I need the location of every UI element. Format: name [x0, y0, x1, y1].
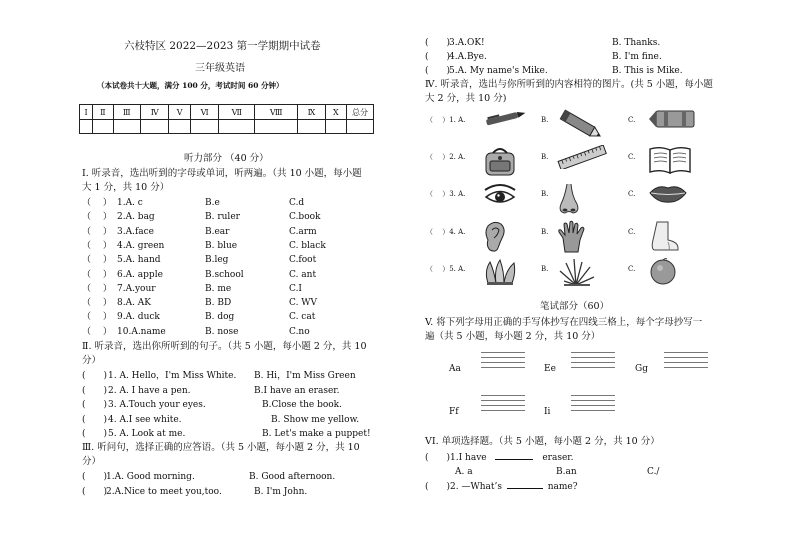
- score-cell[interactable]: [347, 120, 374, 134]
- option-c-label: C.: [628, 228, 636, 236]
- option-c: C.d: [289, 198, 305, 208]
- option-b-label: B.: [541, 116, 549, 124]
- option-b: B. dog: [205, 312, 235, 323]
- section-2-title: Ⅱ. 听录音，选出你所听到的句子。（共 5 小题，每小题 2 分，共 10: [82, 341, 367, 352]
- score-cell[interactable]: [298, 120, 326, 134]
- option-a: 4.A. green: [117, 240, 165, 251]
- option-a: 3. A.Touch your eyes.: [108, 400, 206, 410]
- option-b: B. Let's make a puppet!: [262, 429, 371, 439]
- section-1-title: Ⅰ. 听录音，选出听到的字母或单词，听两遍。（共 10 小题，每小题: [82, 168, 362, 179]
- option-b-label: B.: [541, 228, 549, 236]
- option-c: C.arm: [289, 226, 317, 237]
- score-cell[interactable]: [219, 120, 255, 134]
- answer-paren[interactable]: ( ): [82, 414, 108, 425]
- section-3-title: Ⅲ. 听问句，选择正确的应答语。（共 5 小题，每小题 2 分，共 10: [82, 442, 360, 453]
- hand-icon: [556, 220, 590, 257]
- option-c: C.I: [289, 283, 302, 294]
- option-a: 3.A.face: [117, 226, 155, 237]
- answer-paren[interactable]: （ ）: [82, 283, 112, 294]
- letter-aa: Aa: [449, 364, 461, 374]
- four-line-grid[interactable]: [481, 352, 525, 372]
- answer-paren[interactable]: ( ): [425, 52, 451, 62]
- option-a: 5.A. hand: [117, 255, 161, 266]
- score-header-cell: Ⅳ: [141, 105, 169, 120]
- score-header-cell: Ⅸ: [298, 105, 326, 120]
- answer-blank-6-2[interactable]: [507, 488, 543, 489]
- pencil-icon: [556, 108, 606, 145]
- answer-paren[interactable]: （ ）: [82, 269, 112, 280]
- option-a: 9.A. duck: [117, 312, 160, 323]
- option-b: B. I'm fine.: [612, 52, 662, 62]
- answer-paren[interactable]: ( ): [425, 66, 451, 76]
- option-c: C. WV: [289, 298, 318, 309]
- listening-heading: 听力部分 （40 分）: [184, 153, 269, 164]
- letter-ii: Ii: [544, 407, 551, 417]
- score-cell[interactable]: [113, 120, 141, 134]
- picture-question-label: （ ）5. A.: [426, 265, 466, 273]
- exam-subject: 三年级英语: [195, 63, 245, 74]
- ear-icon: [482, 220, 508, 257]
- section-4-title2: 大 2 分，共 10 分): [425, 93, 507, 104]
- option-c: C.no: [289, 326, 310, 337]
- option-b: B. ruler: [205, 212, 240, 223]
- option-c: C. cat: [289, 312, 316, 323]
- option-b: B.e: [205, 198, 220, 208]
- letter-gg: Gg: [635, 364, 648, 374]
- option-b: B.ear: [205, 226, 230, 237]
- option-b-label: B.: [541, 153, 549, 161]
- option-b: B.leg: [205, 255, 229, 266]
- question-6-2-stem: ( )2. —What’s: [425, 482, 502, 492]
- writing-heading: 笔试部分（60）: [540, 301, 610, 312]
- score-header-cell: Ⅱ: [93, 105, 113, 120]
- option-a: 2.A.Nice to meet you,too.: [106, 486, 222, 497]
- eye-icon: [482, 182, 518, 211]
- score-header-cell: Ⅲ: [113, 105, 141, 120]
- answer-paren[interactable]: （ ）: [82, 226, 112, 237]
- option-b: B. Hi，I'm Miss Green: [254, 371, 356, 381]
- answer-paren[interactable]: ( ): [82, 371, 108, 381]
- option-c-label: C.: [628, 190, 636, 198]
- picture-question-label: （ ）2. A.: [426, 153, 466, 161]
- option-b-label: B.: [541, 190, 549, 198]
- orange-icon: [648, 257, 678, 290]
- option-a: 5.A. My name's Mike.: [449, 66, 548, 76]
- answer-paren[interactable]: （ ）: [82, 298, 112, 309]
- four-line-grid[interactable]: [571, 395, 615, 415]
- option-c: C.foot: [289, 255, 317, 266]
- option-a: 2.A. bag: [117, 212, 155, 223]
- question-6-1-stem: ( )1.I have: [425, 453, 487, 463]
- score-cell[interactable]: [325, 120, 346, 134]
- option-b: B. I'm John.: [254, 486, 308, 497]
- score-cell[interactable]: [93, 120, 113, 134]
- score-header-cell: Ⅴ: [169, 105, 190, 120]
- option-6-1-b: B.an: [556, 467, 577, 477]
- picture-question-label: （ ）4. A.: [426, 228, 466, 236]
- answer-paren[interactable]: （ ）: [82, 312, 112, 323]
- section-4-title: Ⅳ. 听录音，选出与你所听到的内容相符的图片。(共 5 小题，每小题: [425, 79, 713, 90]
- section-3-title2: 分）: [82, 456, 102, 467]
- option-a: 1.A. Good morning.: [106, 472, 195, 482]
- letter-ee: Ee: [544, 364, 556, 374]
- score-header-cell: Ⅵ: [190, 105, 219, 120]
- score-cell[interactable]: [80, 120, 93, 134]
- score-cell[interactable]: [255, 120, 298, 134]
- four-line-grid[interactable]: [664, 352, 708, 372]
- picture-question-label: （ ）3. A.: [426, 190, 466, 198]
- option-6-1-a: A. a: [455, 467, 473, 477]
- answer-paren[interactable]: （ ）: [82, 240, 112, 251]
- option-b: B.school: [205, 269, 244, 280]
- answer-paren[interactable]: （ ）: [82, 255, 112, 266]
- pen-icon: [482, 108, 528, 131]
- option-c: C. ant: [289, 269, 317, 280]
- mouth-icon: [648, 182, 688, 207]
- score-cell[interactable]: [169, 120, 190, 134]
- ruler-icon: [556, 145, 608, 172]
- option-b: B. blue: [205, 240, 238, 251]
- answer-paren[interactable]: ( ): [82, 400, 108, 410]
- book-icon: [648, 145, 692, 178]
- question-6-2-end: name?: [547, 482, 578, 492]
- letter-ff: Ff: [449, 407, 459, 417]
- answer-paren[interactable]: ( ): [425, 38, 451, 48]
- score-header-cell: Ⅹ: [325, 105, 346, 120]
- answer-paren[interactable]: ( ): [82, 486, 108, 497]
- option-b: B. Thanks.: [612, 38, 661, 48]
- option-6-1-c: C./: [647, 467, 660, 477]
- section-2-title2: 分）: [82, 355, 102, 366]
- option-a: 7.A.your: [117, 283, 156, 294]
- section-5-title: V. 将下列字母用正确的手写体抄写在四线三格上，每个字母抄写一: [425, 317, 703, 328]
- schoolbag-icon: [482, 145, 518, 180]
- picture-question-label: （ ）1. A.: [426, 116, 466, 124]
- banana-icon: [482, 257, 522, 290]
- section-1-title2: 大 1 分，共 10 分）: [82, 182, 170, 193]
- option-c-label: C.: [628, 265, 636, 273]
- option-c-label: C.: [628, 153, 636, 161]
- exam-note: （本试卷共十大题，满分 100 分，考试时间 60 分钟）: [97, 81, 284, 90]
- score-header-cell: Ⅷ: [255, 105, 298, 120]
- option-b: B.I have an eraser.: [254, 385, 340, 396]
- answer-paren[interactable]: （ ）: [82, 198, 112, 208]
- option-a: 6.A. apple: [117, 269, 163, 280]
- option-c: C. black: [289, 240, 326, 251]
- question-6-2: [425, 482, 578, 492]
- answer-paren[interactable]: ( ): [82, 385, 108, 396]
- option-b: B. Show me yellow.: [271, 414, 360, 425]
- grass-icon: [556, 257, 596, 290]
- option-a: 5. A. Look at me.: [108, 429, 186, 439]
- section-6-title: VI. 单项选择题。（共 5 小题，每小题 2 分，共 10 分）: [425, 436, 660, 447]
- question-6-1-end: eraser.: [542, 453, 574, 463]
- option-b: B. BD: [205, 298, 232, 309]
- score-header-cell: Ⅶ: [219, 105, 255, 120]
- answer-paren[interactable]: ( ): [82, 472, 108, 482]
- option-b-label: B.: [541, 265, 549, 273]
- four-line-grid[interactable]: [571, 352, 615, 372]
- exam-title: 六枝特区 2022—2023 第一学期期中试卷: [124, 40, 321, 52]
- option-b: B.Close the book.: [262, 400, 342, 410]
- option-a: 1. A. Hello，I'm Miss White.: [108, 371, 237, 381]
- question-6-1: [425, 453, 573, 463]
- option-a: 3.A.OK!: [449, 38, 485, 48]
- option-a: 2. A. I have a pen.: [108, 385, 191, 396]
- score-header-cell: 总分: [347, 105, 374, 120]
- answer-paren[interactable]: ( ): [82, 429, 108, 439]
- score-cell[interactable]: [141, 120, 169, 134]
- section-5-title2: 遍（共 5 小题，每小题 2 分，共 10 分）: [425, 331, 601, 342]
- option-a: 10.A.name: [117, 326, 166, 337]
- option-a: 4. A.I see white.: [108, 414, 182, 425]
- answer-paren[interactable]: （ ）: [82, 212, 112, 223]
- score-table: [79, 104, 374, 134]
- option-b: B. Good afternoon.: [249, 472, 336, 482]
- nose-icon: [556, 182, 582, 219]
- option-b: B. nose: [205, 326, 239, 337]
- option-c: C.book: [289, 212, 321, 223]
- option-a: 1.A. c: [117, 198, 143, 208]
- option-a: 4.A.Bye.: [449, 52, 487, 62]
- option-b: B. This is Mike.: [612, 66, 683, 76]
- score-cell[interactable]: [190, 120, 219, 134]
- option-a: 8.A. AK: [117, 298, 152, 309]
- option-c-label: C.: [628, 116, 636, 124]
- answer-blank-6-1[interactable]: [495, 459, 533, 460]
- option-b: B. me: [205, 283, 232, 294]
- four-line-grid[interactable]: [481, 395, 525, 415]
- crayon-icon: [648, 108, 696, 133]
- answer-paren[interactable]: （ ）: [82, 326, 112, 337]
- score-header-cell: Ⅰ: [80, 105, 93, 120]
- foot-icon: [648, 220, 680, 255]
